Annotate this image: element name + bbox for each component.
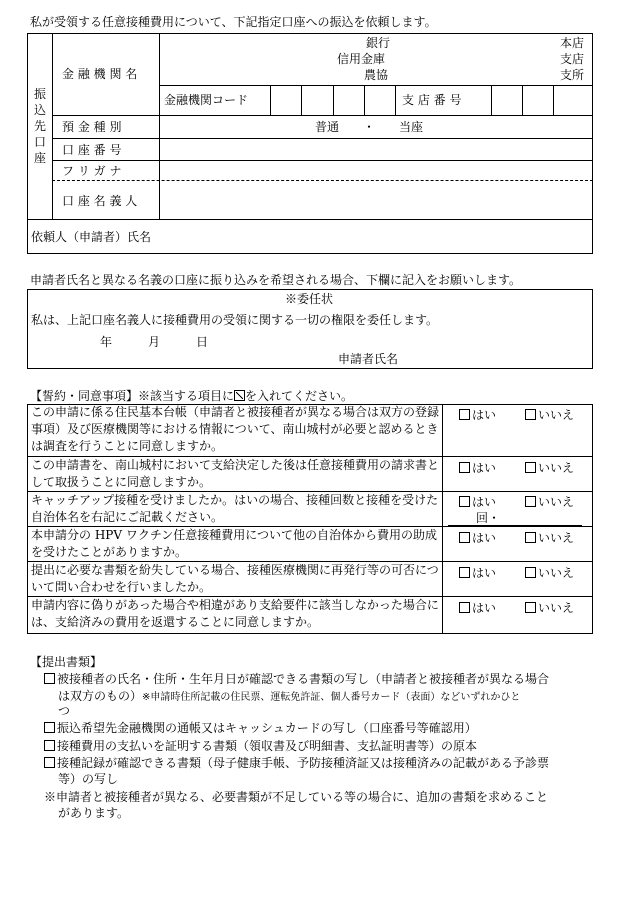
pledge-5-no[interactable]: いいえ (525, 566, 574, 580)
pledge-6-yes[interactable]: はい (459, 601, 496, 615)
proxy-notice: 申請者氏名と異なる名義の口座に振り込みを希望される場合、下欄に記入をお願いします。 (30, 273, 522, 287)
doc-item-2[interactable]: 振込希望先金融機関の通帳又はキャッシュカードの写し（口座番号等確認用） (44, 721, 477, 735)
branch-number-label: 支 店 番 号 (402, 93, 462, 107)
branch-type-main: 本店 (560, 36, 585, 50)
requester-name-label: 依頼人（申請者）氏名 (31, 230, 152, 244)
pledge-5-yes[interactable]: はい (459, 566, 496, 580)
docs-note-cont: があります。 (58, 806, 130, 820)
pledge-4-yes[interactable]: はい (459, 531, 496, 545)
bank-type-nokyo: 農協 (364, 68, 389, 82)
pledge-item-3: キャッチアップ接種を受けましたか。はいの場合、接種回数と接種を受けた自治体名を右記にご記載ください。 (31, 493, 439, 524)
pledge-item-6: 申請内容に偽りがあった場合や相違があり支給要件に該当しなかった場合には、支給済みの費用を返還することに同意しますか。 (31, 598, 439, 629)
account-number-label: 口 座 番 号 (62, 143, 122, 157)
pledge-6-no[interactable]: いいえ (525, 601, 574, 615)
doc-item-1-note: ※申請時住所記載の住民票、運転免許証、個人番号カード（表面）などいずれかひと (142, 692, 521, 703)
doc-item-4[interactable]: 接種記録が確認できる書類（母子健康手帳、予防接種済証又は接種済みの記載がある予診票 (44, 756, 549, 770)
proxy-applicant-label: 申請者氏名 (338, 352, 399, 366)
side-label: 振 込 先 口 座 (33, 87, 46, 165)
pledge-2-no[interactable]: いいえ (525, 461, 574, 475)
doc-item-3[interactable]: 接種費用の支払いを証明する書類（領収書及び明細書、支払証明書等）の原本 (44, 739, 477, 753)
furigana-label: フ リ ガ ナ (62, 164, 122, 178)
pledge-3-yes[interactable]: はい (459, 495, 496, 509)
proxy-body: 私は、上記口座名義人に接種費用の受領に関する一切の権限を委任します。 (31, 313, 439, 327)
pledge-1-yes[interactable]: はい (459, 408, 496, 422)
pledge-heading: 【誓約・同意事項】※該当する項目に を入れてください。 (30, 389, 354, 403)
catchup-underline (448, 525, 582, 526)
proxy-date: 年 月 日 (100, 335, 209, 349)
bank-type-shinkin: 信用金庫 (337, 52, 386, 66)
doc-item-4-cont: 等）の写し (58, 772, 119, 786)
proxy-title: ※委任状 (285, 292, 334, 306)
checked-box-icon (234, 390, 245, 401)
fi-name-label: 金 融 機 関 名 (62, 67, 138, 81)
docs-heading: 【提出書類】 (30, 655, 103, 669)
pledge-2-yes[interactable]: はい (459, 461, 496, 475)
doc-item-1[interactable]: 被接種者の氏名・住所・生年月日が確認できる書類の写し（申請者と被接種者が異なる場合 (44, 672, 549, 686)
doc-item-1-note-cont: つ (58, 704, 71, 718)
pledge-item-5: 提出に必要な書類を紛失している場合、接種医療機関に再発行等の可否について問い合わせを行いましたか。 (31, 563, 439, 594)
pledge-1-no[interactable]: いいえ (525, 408, 574, 422)
branch-type-office: 支所 (560, 68, 585, 82)
deposit-type-label: 預 金 種 別 (62, 120, 122, 134)
intro-text: 私が受領する任意接種費用について、下記指定口座への振込を依頼します。 (30, 15, 437, 29)
fi-code-label: 金融機関コード (164, 93, 249, 107)
pledge-4-no[interactable]: いいえ (525, 531, 574, 545)
bank-type-bank: 銀行 (366, 36, 391, 50)
branch-type-branch: 支店 (560, 52, 585, 66)
pledge-item-1: この申請に係る住民基本台帳（申請者と被接種者が異なる場合は双方の登録事項）及び医療機関等における情報について、南山城村が必要と認めるときは調査を行うことに同意しますか。 (31, 405, 440, 453)
pledge-3-no[interactable]: いいえ (525, 495, 574, 509)
doc-item-1-cont: は双方のもの） (58, 689, 143, 703)
pledge-item-4: 本申請分の HPV ワクチン任意接種費用について他の自治体から費用の助成を受けたことがありますか。 (31, 528, 437, 559)
account-holder-label: 口 座 名 義 人 (62, 194, 138, 208)
docs-note: ※申請者と被接種者が異なる、必要書類が不足している等の場合に、追加の書類を求めること (44, 790, 549, 804)
deposit-type-options[interactable]: 普通 ・ 当座 (315, 120, 424, 134)
pledge-item-2: この申請書を、南山城村において支給決定した後は任意接種費用の請求書として取扱うことに同意しますか。 (31, 458, 440, 489)
catchup-times[interactable]: 回・ (476, 511, 501, 525)
